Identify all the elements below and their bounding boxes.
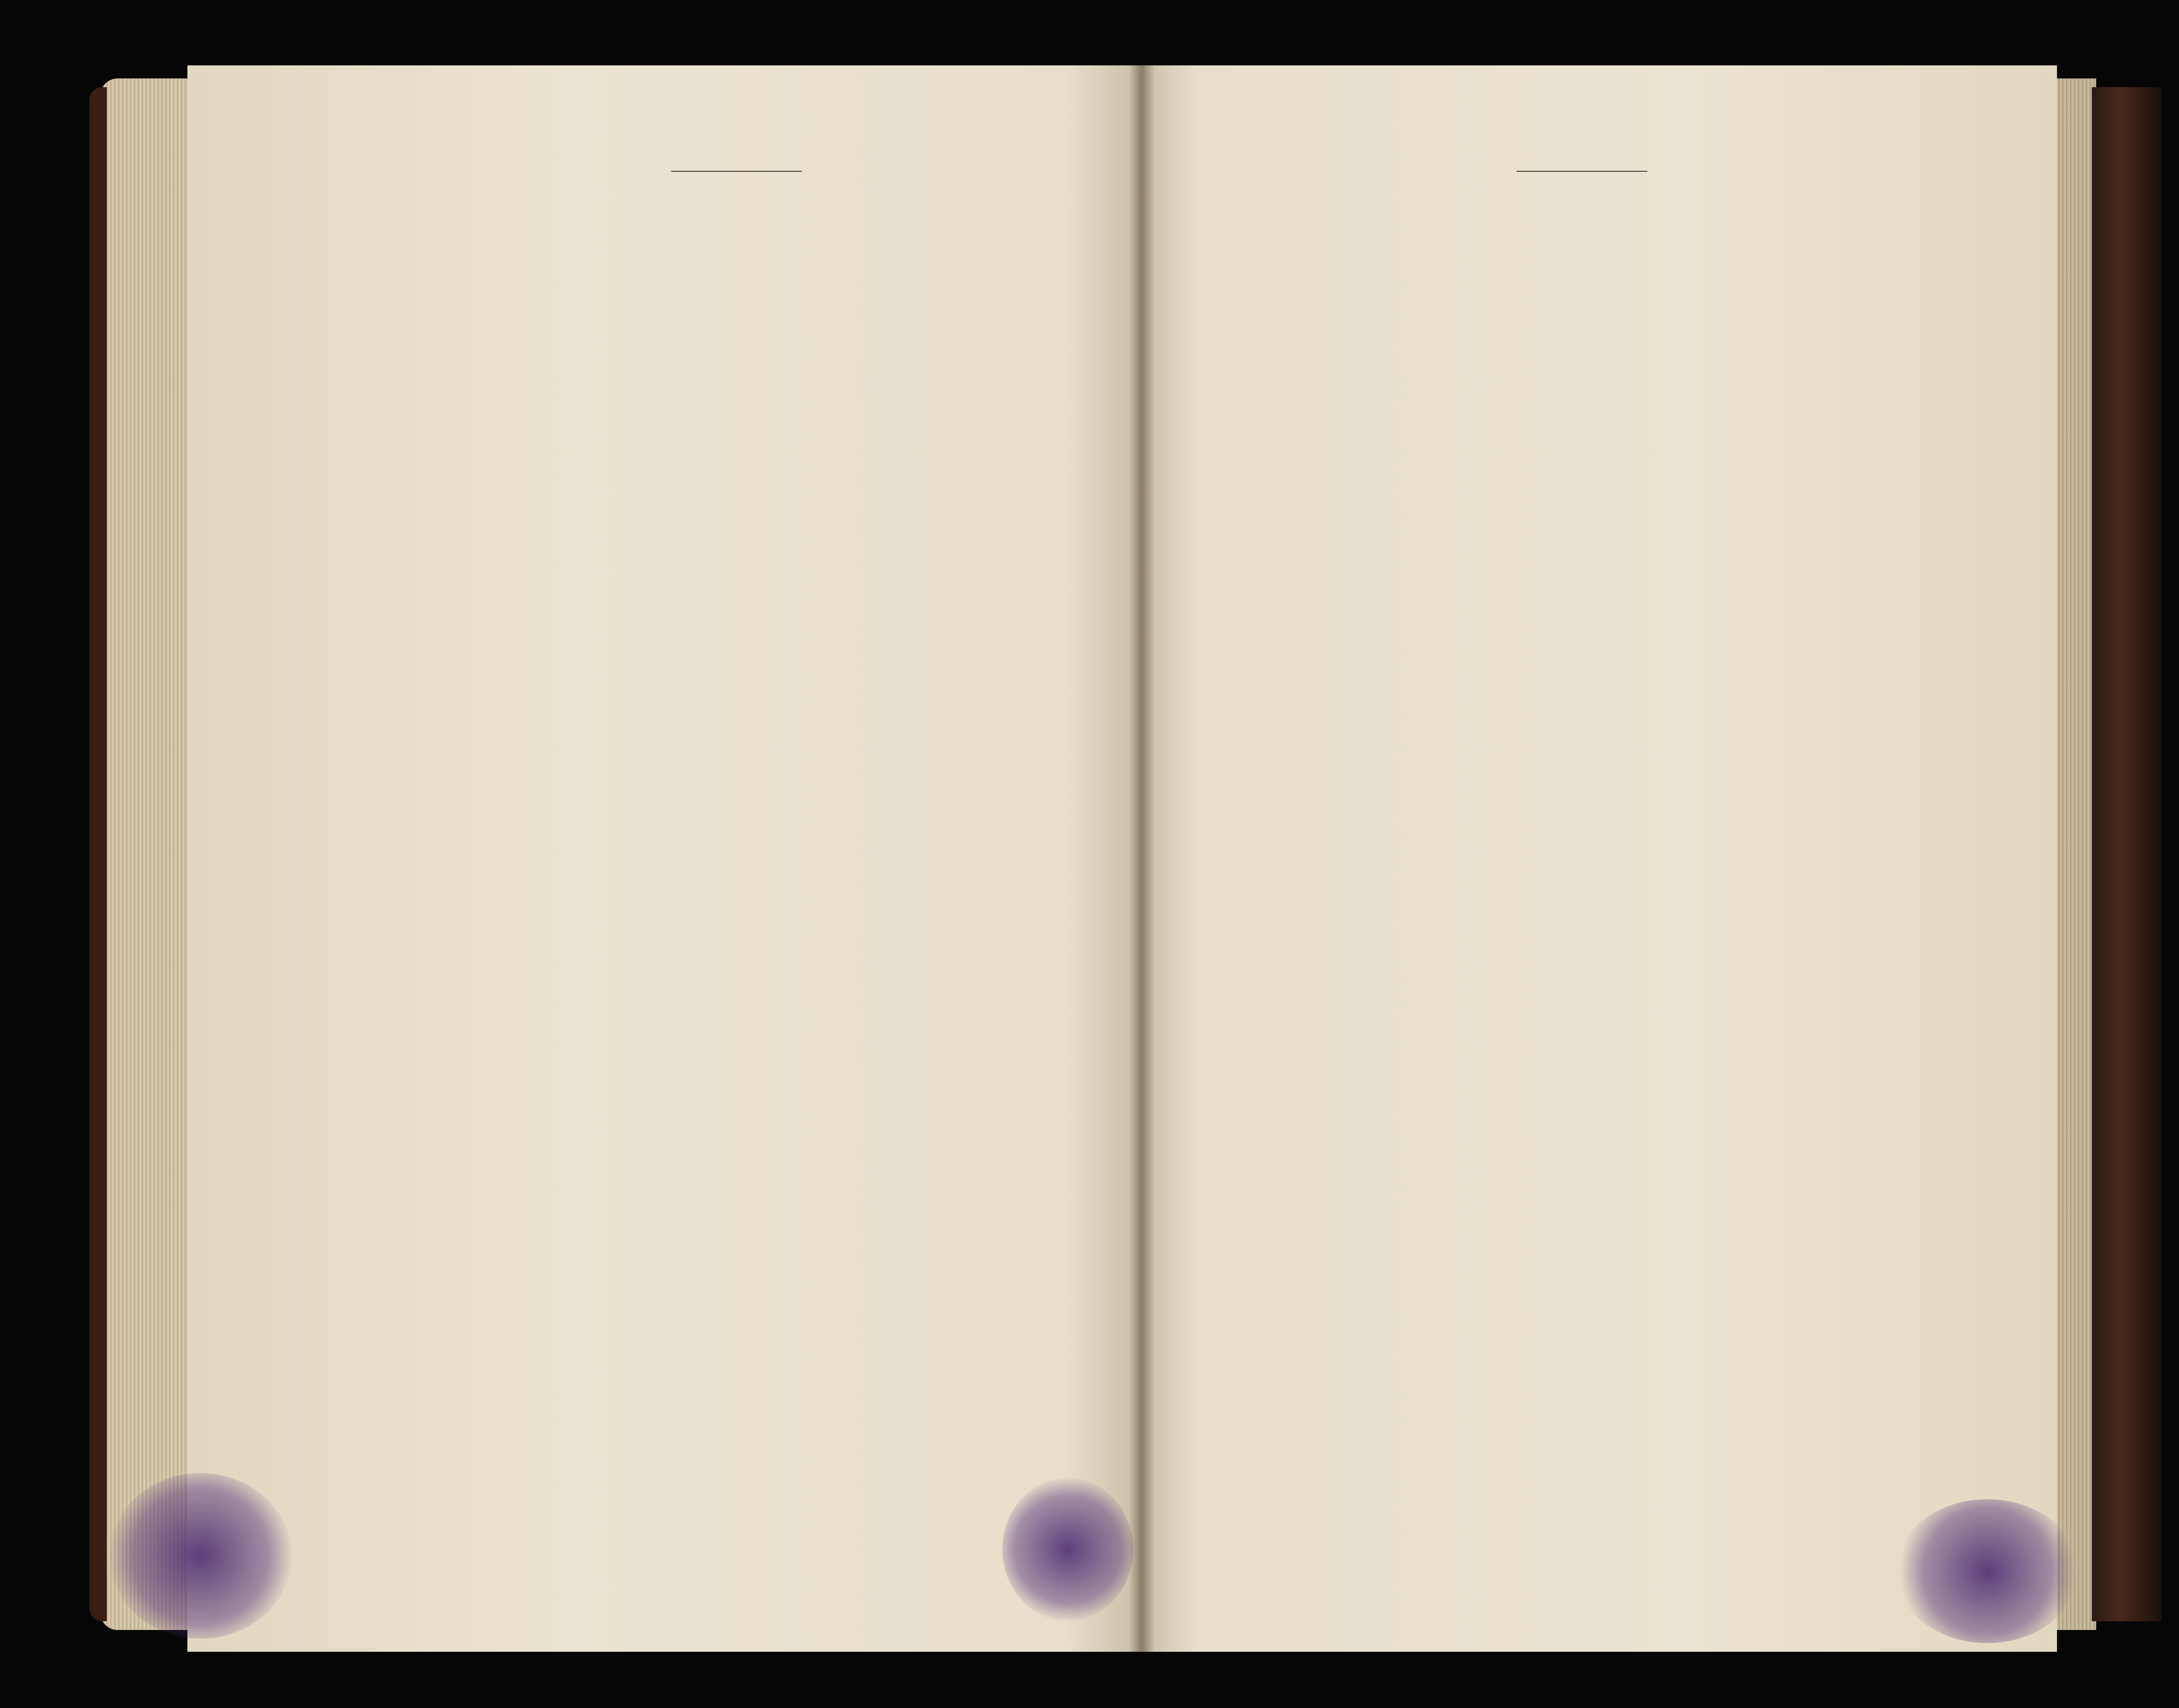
right-page bbox=[1142, 65, 2057, 1652]
left-page bbox=[187, 65, 1142, 1652]
page-edges-left bbox=[100, 78, 196, 1630]
book-gutter bbox=[1129, 65, 1155, 1652]
ink-stain-right-corner bbox=[1896, 1499, 2079, 1643]
book-cover-right bbox=[2092, 87, 2162, 1621]
ink-stain-bottom-right bbox=[1002, 1477, 1133, 1621]
book-cover-left bbox=[89, 87, 107, 1621]
page-number-underline bbox=[1517, 171, 1647, 172]
ink-stain-bottom-left bbox=[109, 1473, 292, 1639]
page-number-underline bbox=[671, 171, 802, 172]
